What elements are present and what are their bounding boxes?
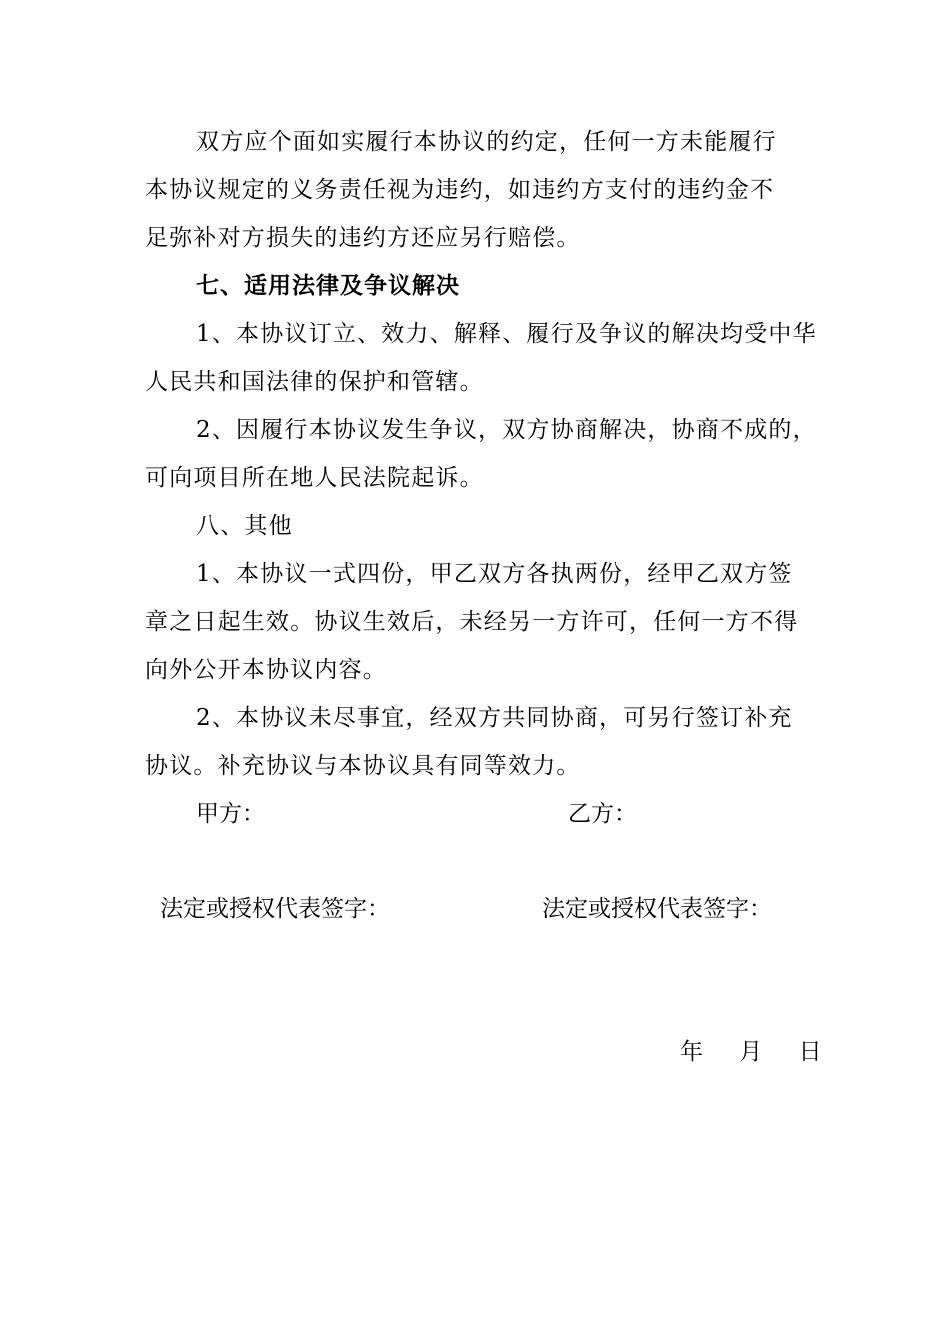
- clause-8-2-line-2: 协议。补充协议与本协议具有同等效力。: [145, 753, 581, 779]
- paragraph-breach-line-1: 双方应个面如实履行本协议的约定，任何一方未能履行: [196, 129, 777, 155]
- party-a-label: 甲方：: [196, 801, 265, 827]
- paragraph-breach-line-3: 足弥补对方损失的违约方还应另行赔偿。: [145, 225, 581, 251]
- party-a-representative-signature-label: 法定或授权代表签字：: [160, 896, 390, 922]
- paragraph-breach-line-2: 本协议规定的义务责任视为违约，如违约方支付的违约金不: [145, 177, 775, 203]
- clause-7-2-line-2: 可向项目所在地人民法院起诉。: [145, 465, 484, 491]
- clause-8-2-line-1: 2、本协议未尽事宜，经双方共同协商，可另行签订补充: [196, 705, 793, 731]
- clause-7-2-line-1: 2、因履行本协议发生争议，双方协商解决，协商不成的，: [196, 417, 817, 443]
- section-heading-applicable-law: 七、适用法律及争议解决: [196, 272, 460, 299]
- signing-date: 年 月 日: [680, 1039, 824, 1065]
- clause-7-1-line-1: 1、本协议订立、效力、解释、履行及争议的解决均受中华: [196, 321, 817, 347]
- clause-8-1-line-3: 向外公开本协议内容。: [145, 657, 387, 683]
- clause-8-1-line-2: 章之日起生效。协议生效后，未经另一方许可，任何一方不得: [145, 609, 799, 635]
- section-heading-other: 八、其他: [196, 513, 293, 539]
- clause-7-1-line-2: 人民共和国法律的保护和管辖。: [145, 369, 484, 395]
- party-b-label: 乙方：: [568, 801, 637, 827]
- party-b-representative-signature-label: 法定或授权代表签字：: [542, 896, 772, 922]
- clause-8-1-line-1: 1、本协议一式四份，甲乙双方各执两份，经甲乙双方签: [196, 561, 793, 587]
